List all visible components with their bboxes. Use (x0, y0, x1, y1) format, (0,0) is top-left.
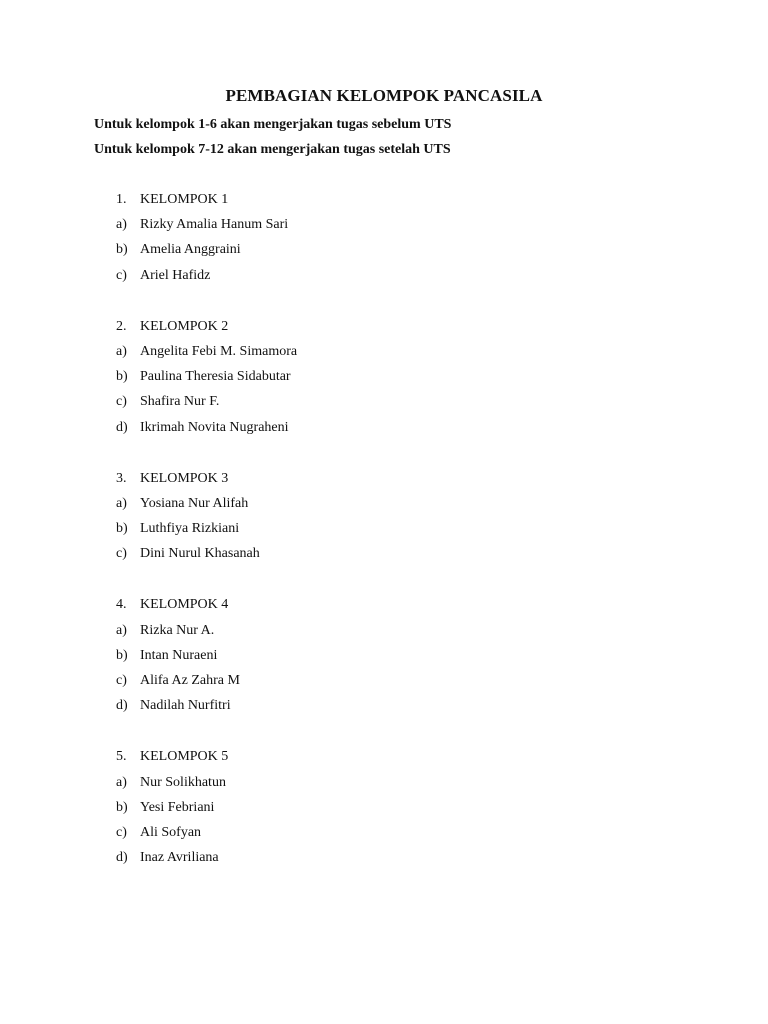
member-marker: d) (116, 419, 128, 435)
member-marker: c) (116, 394, 127, 410)
note-groups-7-12: Untuk kelompok 7-12 akan mengerjakan tugas setelah UTS (94, 142, 451, 157)
group-heading-row (0, 595, 768, 620)
member-marker: a) (116, 622, 127, 638)
member-marker: a) (116, 343, 127, 359)
group-4 (0, 595, 768, 721)
member-row (0, 519, 768, 544)
member-row (0, 671, 768, 696)
member-marker: c) (116, 824, 127, 840)
group-number: 3. (116, 470, 127, 486)
member-row (0, 646, 768, 671)
member-row (0, 215, 768, 240)
member-marker: b) (116, 799, 128, 815)
group-heading-row (0, 317, 768, 342)
group-heading: KELOMPOK 3 (140, 470, 229, 486)
member-name: Shafira Nur F. (140, 394, 220, 410)
member-name: Alifa Az Zahra M (140, 673, 240, 688)
member-name: Paulina Theresia Sidabutar (140, 369, 291, 385)
member-name: Nur Solikhatun (140, 774, 226, 790)
member-row (0, 240, 768, 265)
member-name: Rizka Nur A. (140, 622, 215, 638)
member-name: Inaz Avriliana (140, 850, 219, 866)
note-groups-1-6: Untuk kelompok 1-6 akan mengerjakan tugas sebelum UTS (94, 117, 452, 132)
member-marker: b) (116, 242, 128, 258)
member-row (0, 773, 768, 798)
group-1 (0, 190, 768, 291)
group-heading-row (0, 747, 768, 772)
member-marker: a) (116, 495, 127, 511)
group-5 (0, 747, 768, 873)
member-marker: a) (116, 774, 127, 790)
member-name: Yesi Febriani (140, 799, 215, 815)
group-2 (0, 317, 768, 443)
member-row (0, 392, 768, 417)
member-name: Yosiana Nur Alifah (140, 495, 249, 511)
member-name: Amelia Anggraini (140, 242, 241, 258)
member-name: Dini Nurul Khasanah (140, 546, 260, 562)
member-row (0, 848, 768, 873)
group-number: 5. (116, 749, 127, 765)
member-name: Angelita Febi M. Simamora (140, 343, 298, 359)
member-row (0, 494, 768, 519)
member-name: Nadilah Nurfitri (140, 698, 231, 714)
member-row (0, 418, 768, 443)
member-row (0, 266, 768, 291)
group-heading: KELOMPOK 5 (140, 749, 229, 765)
member-marker: a) (116, 217, 127, 233)
group-heading-row (0, 469, 768, 494)
member-marker: c) (116, 267, 127, 283)
member-row (0, 342, 768, 367)
group-list (0, 190, 768, 899)
group-number: 2. (116, 318, 127, 334)
member-marker: d) (116, 698, 128, 714)
group-heading: KELOMPOK 2 (140, 318, 229, 334)
member-row (0, 367, 768, 392)
member-marker: c) (116, 673, 127, 688)
member-name: Ariel Hafidz (140, 267, 211, 283)
document-title: PEMBAGIAN KELOMPOK PANCASILA (225, 86, 543, 105)
member-name: Rizky Amalia Hanum Sari (140, 217, 289, 233)
group-heading: KELOMPOK 1 (140, 192, 229, 207)
member-marker: b) (116, 521, 128, 537)
group-heading: KELOMPOK 4 (140, 597, 229, 613)
member-row (0, 621, 768, 646)
member-row (0, 798, 768, 823)
member-name: Intan Nuraeni (140, 647, 218, 663)
group-number: 1. (116, 192, 127, 207)
member-marker: c) (116, 546, 127, 562)
member-name: Ikrimah Novita Nugraheni (140, 419, 289, 435)
member-row (0, 544, 768, 569)
group-3 (0, 469, 768, 570)
member-marker: b) (116, 369, 128, 385)
member-name: Ali Sofyan (140, 824, 202, 840)
member-row (0, 823, 768, 848)
member-name: Luthfiya Rizkiani (140, 521, 240, 537)
member-marker: b) (116, 647, 128, 663)
group-number: 4. (116, 597, 127, 613)
member-row (0, 696, 768, 721)
member-marker: d) (116, 850, 128, 866)
group-heading-row (0, 190, 768, 215)
